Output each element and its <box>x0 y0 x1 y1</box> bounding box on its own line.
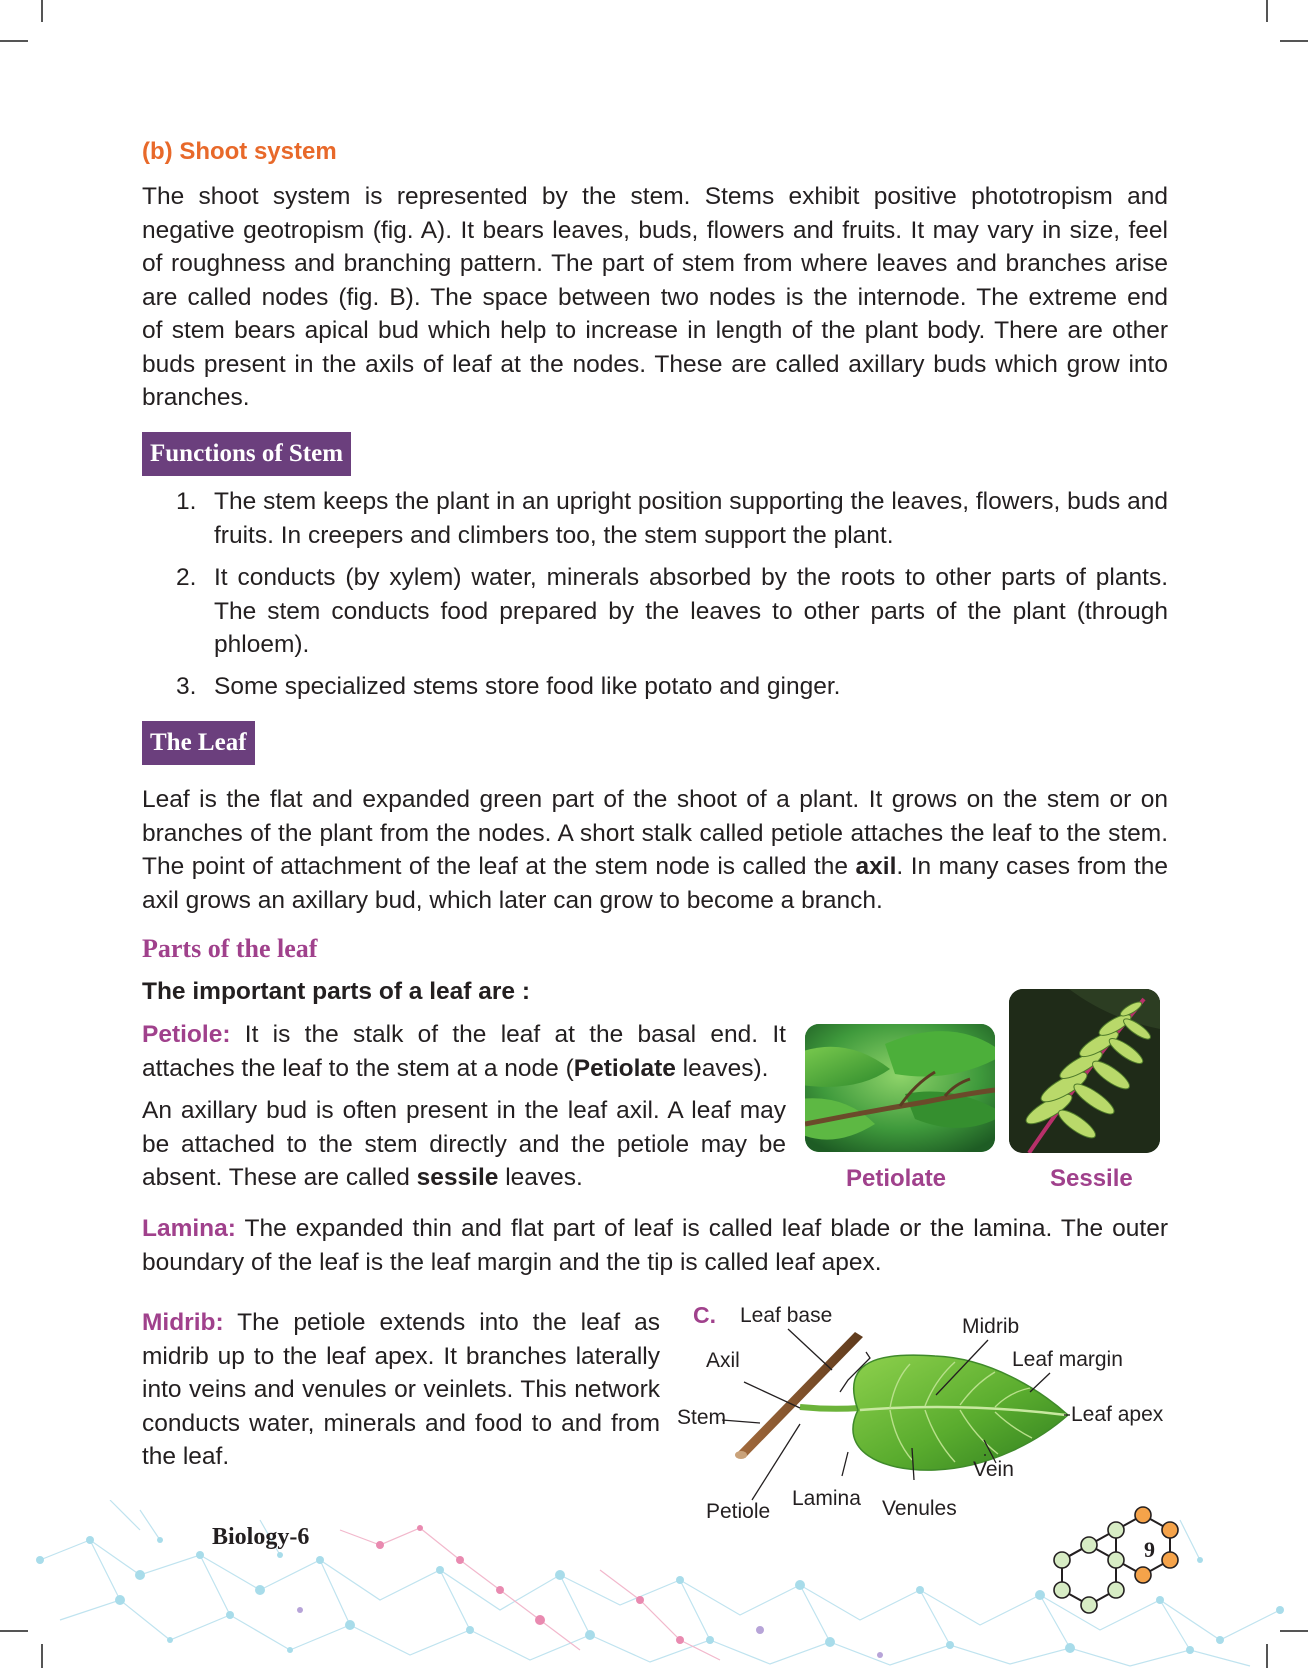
page-badge-hexagons <box>1050 1500 1200 1620</box>
axil-term: axil <box>855 853 897 880</box>
label-midrib: Midrib <box>962 1315 1020 1338</box>
list-item <box>176 485 1168 552</box>
functions-of-stem-title: Functions of Stem <box>142 432 351 476</box>
label-leaf-margin: Leaf margin <box>1012 1348 1123 1371</box>
leaf-text: . In many cases from the axil grows an axillary bud, which later can grow to become a branch. <box>142 853 1169 914</box>
axillary-text: An axillary bud is often present in the leaf axil. A leaf may be attached to the stem directly and the petiole may be absent. These are called <box>142 1097 786 1191</box>
list-text: It conducts (by xylem) water, minerals absorbed by the roots to other parts of plants. The stem conducts food prepared by the leaves to other parts of the plant (through phloem). <box>214 564 1168 658</box>
figure-label: C. <box>693 1302 716 1328</box>
midrib-paragraph <box>142 1306 660 1474</box>
list-text: Some specialized stems store food like potato and ginger. <box>214 673 841 700</box>
list-number: 1. <box>176 488 197 515</box>
caption-petiolate: Petiolate <box>846 1165 947 1192</box>
shoot-line: The shoot system is represented by the stem. Stems exhibit positive phototropism and <box>142 183 1168 210</box>
leaf-diagram <box>668 1290 1188 1530</box>
petiole-label: Petiole: <box>142 1021 231 1048</box>
crop-mark <box>41 0 43 22</box>
shoot-line: are called nodes (fig. B). The space between two nodes is the internode. The extreme end <box>142 284 1168 311</box>
sessile-term: sessile <box>416 1164 499 1191</box>
midrib-label: Midrib: <box>142 1309 224 1336</box>
crop-mark <box>1266 0 1268 22</box>
crop-mark <box>0 40 28 42</box>
parts-of-leaf-heading: Parts of the leaf <box>142 934 318 963</box>
petiolate-leaf-photo <box>805 1024 995 1152</box>
midrib-text: The petiole extends into the leaf as midrib up to the leaf apex. It branches laterally into veins and venules or veinlets. This network conducts water, minerals and food to and from the leaf. <box>142 1309 660 1470</box>
label-venules: Venules <box>882 1497 957 1520</box>
label-petiole: Petiole <box>706 1500 771 1523</box>
stem-cut <box>735 1451 747 1459</box>
shoot-line: of stem bears apical bud which help to increase in length of the plant body. There are other <box>142 317 1168 344</box>
list-number: 2. <box>176 564 197 591</box>
leaf-paragraph <box>142 783 1168 917</box>
page-number: 9 <box>1144 1537 1155 1562</box>
caption-sessile: Sessile <box>1050 1165 1133 1192</box>
petiole-paragraph <box>142 1018 786 1085</box>
section-heading-shoot-system: (b) Shoot system <box>142 138 337 165</box>
lamina-paragraph <box>142 1212 1168 1279</box>
axillary-paragraph <box>142 1094 786 1195</box>
label-leaf-base: Leaf base <box>740 1304 833 1327</box>
label-stem: Stem <box>677 1406 727 1429</box>
list-number: 3. <box>176 673 197 700</box>
label-leaf-apex: Leaf apex <box>1071 1403 1164 1426</box>
crop-mark <box>1280 40 1308 42</box>
footer-book-title: Biology-6 <box>212 1524 310 1550</box>
list-item <box>176 670 1168 704</box>
label-lamina: Lamina <box>792 1487 861 1510</box>
shoot-line: buds present in the axils of leaf at the nodes. These are called axillary buds which grow into <box>142 351 1168 378</box>
the-leaf-title: The Leaf <box>142 721 255 765</box>
petiole-shape <box>800 1407 860 1409</box>
sessile-fern-photo <box>1009 989 1160 1153</box>
list-text: The stem keeps the plant in an upright position supporting the leaves, flowers, buds and fruits. In creepers and climbers too, the stem support the plant. <box>214 488 1168 549</box>
lamina-label: Lamina: <box>142 1215 236 1242</box>
petiole-text: It is the stalk of the leaf at the basal end. It attaches the leaf to the stem at a node ( <box>142 1021 786 1082</box>
stem-shape <box>737 1332 863 1458</box>
list-item <box>176 561 1168 662</box>
label-vein: Vein <box>973 1458 1014 1481</box>
label-axil: Axil <box>706 1349 740 1372</box>
shoot-line: of roughness and branching pattern. The part of stem from where leaves and branches arise <box>142 250 1168 277</box>
axillary-text: leaves. <box>498 1164 583 1191</box>
lamina-text: The expanded thin and flat part of leaf is called leaf blade or the lamina. The outer boundary of the leaf is the leaf margin and the tip is called leaf apex. <box>142 1215 1168 1276</box>
leaf-text: Leaf is the flat and expanded green part of the shoot of a plant. It grows on the stem or on branches of the plant from the nodes. A short stalk called petiole attaches the leaf to the stem. The point of attachment of the leaf at the stem node is called the <box>142 786 1168 880</box>
shoot-line: negative geotropism (fig. A). It bears leaves, buds, flowers and fruits. It may vary in size, feel <box>142 217 1168 244</box>
petiole-text: leaves). <box>675 1054 769 1082</box>
petiolate-term: Petiolate <box>573 1054 676 1082</box>
parts-intro: The important parts of a leaf are : <box>142 978 530 1005</box>
shoot-line: branches. <box>142 384 250 411</box>
